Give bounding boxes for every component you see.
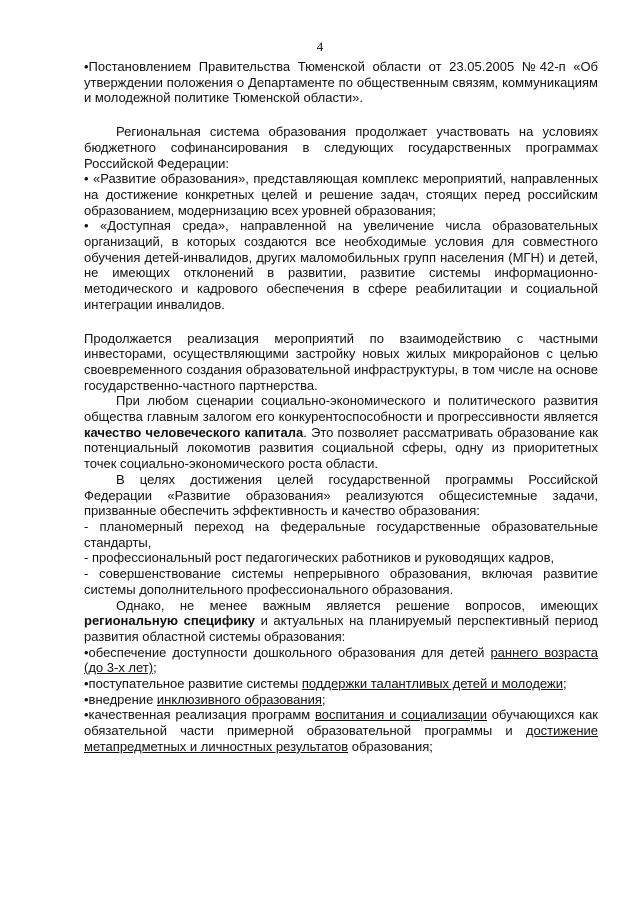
talented-text: •поступательное развитие системы (84, 676, 302, 692)
list-item-dostupnaya-sreda: • «Доступная среда», направленной на увеличение числа образовательных организаций, в которых создаются все необходимые условия для совместного обучения детей-инвалидов, других маломобильных групп населения (МГН) и детей, не имеющих отклонений в развитии, развитие системы информационно-методического и кадрового обеспечения в сфере реабилитации и социальной интеграции инвалидов. (84, 218, 598, 312)
talented-end: ; (562, 676, 567, 692)
preschool-end: ; (153, 660, 157, 676)
preschool-text: •обеспечение доступности дошкольного образования для детей (84, 644, 491, 660)
paragraph-regional-specifics (84, 598, 598, 645)
human-capital-text-start: При любом сценарии социально-экономического и политического развития общества главным залогом его конкурентоспособности и прогрессивности является (84, 393, 598, 425)
upbringing-end: образования; (348, 738, 433, 754)
list-item-razvitie: • «Развитие образования», представляющая комплекс мероприятий, направленных на достижение конкретных целей и решение задач, стоящих перед российским образованием, модернизацию всех уровней образования; (84, 171, 598, 218)
list-item-professional-growth: - профессиональный рост педагогических работников и руководящих кадров, (84, 550, 555, 566)
human-capital-text-end: . Это позволяет рассматривать образование как потенциальный локомотив развития социальной сферы, одну из приоритетных точек социально-экономического роста области. (84, 424, 598, 472)
paragraph-regional-system: Региональная система образования продолжает участвовать на условиях бюджетного софинансирования в следующих государственных программах Российской Федерации: (84, 124, 598, 171)
regional-bold: региональную специфику (84, 613, 255, 629)
paragraph-regulation: •Постановлением Правительства Тюменской области от 23.05.2005 №42-п «Об утверждении положения о Департаменте по общественным связям, коммуникациям и молодежной политике Тюменской области». (84, 59, 598, 106)
inclusive-underlined: инклюзивного образования (156, 691, 322, 707)
regional-text-start: Однако, не менее важным является решение вопросов, имеющих (116, 597, 598, 613)
upbringing-middle: обучающихся как обязательной части примерной образовательной программы и (84, 707, 598, 739)
results-underlined: достижение метапредметных и личностных результатов (84, 723, 598, 754)
talented-underlined: поддержки талантливых детей и молодежи (301, 676, 563, 692)
paragraph-state-program: В целях достижения целей государственной программы Российской Федерации «Развитие образования» реализуются общесистемные задачи, призванные обеспечить эффективность и качество образования: (84, 471, 598, 519)
paragraph-investors: Продолжается реализация мероприятий по взаимодействию с частными инвесторами, осуществляющими застройку новых жилых микрорайонов с целью своевременного создания образовательной инфраструктуры, в том числе на основе государственно-частного партнерства. (84, 330, 598, 393)
list-item-talented (84, 676, 598, 692)
regional-text-end: и актуальных на планируемый перспективный период развития областной системы образования: (84, 613, 598, 644)
page-number: 4 (316, 39, 324, 54)
preschool-underlined: раннего возраста (до 3-х лет) (84, 644, 598, 676)
list-item-standards: - планомерный переход на федеральные государственные образовательные стандарты, (84, 518, 598, 550)
list-item-preschool (84, 645, 598, 676)
inclusive-end: ; (321, 691, 326, 707)
document-body (84, 59, 598, 755)
list-item-continuous-education: - совершенствование системы непрерывного образования, включая развитие системы дополнительного профессионального образования. (84, 566, 598, 597)
upbringing-text: •качественная реализация программ (84, 707, 315, 723)
human-capital-bold: качество человеческого капитала (84, 424, 304, 440)
inclusive-text: •внедрение (84, 691, 157, 707)
list-item-upbringing (84, 707, 598, 754)
paragraph-human-capital (84, 393, 598, 472)
list-item-inclusive (84, 692, 598, 708)
upbringing-underlined: воспитания и социализации (315, 707, 487, 723)
